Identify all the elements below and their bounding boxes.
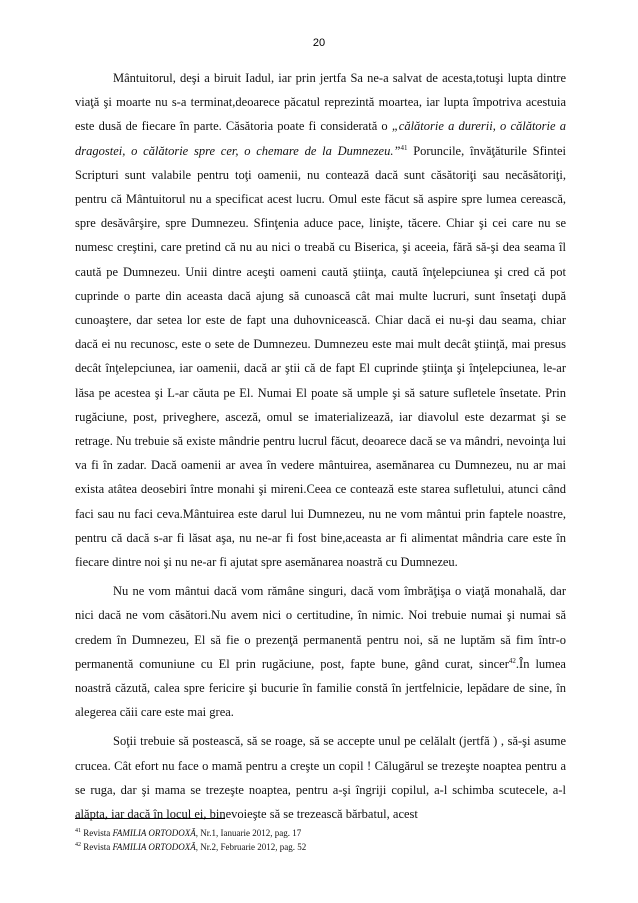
footnote-text: , Nr.2, Februarie 2012, pag. 52 (195, 842, 307, 852)
paragraph-text: Nu ne vom mântui dacă vom rămâne singuri, dacă vom îmbrăţişa o viaţă monahală, dar nici dacă ne vom căsători.Nu avem nici o certitudine, în nimic. Noi trebuie numai şi numai să credem în Dumnezeu, El să fie o prezenţă permanentă pentru noi, să ne luptăm să fim într-o permanentă comuniune cu El prin rugăciune, post, fapte bune, gând curat, sincer (75, 584, 566, 671)
paragraph-text: Mântuitorul, deşi a biruit Iadul, iar prin jertfa Sa ne-a salvat de acesta,totuşi lupta dintre viaţă şi moarte nu s-a terminat,deoarece păcatul reprezintă moartea, iar lupta împotriva acestuia este dusă de fiecare în parte. Căsătoria poate fi considerată o (75, 71, 566, 134)
footnote-title: FAMILIA ORTODOXĂ (112, 828, 196, 838)
footnote-text: Revista (81, 842, 113, 852)
footnote-text: , Nr.1, Ianuarie 2012, pag. 17 (195, 828, 302, 838)
footnote-ref[interactable]: 42 (508, 656, 516, 665)
footnote (75, 840, 566, 854)
paragraph (75, 579, 566, 724)
paragraph (75, 66, 566, 574)
paragraph-text: Poruncile, învăţăturile Sfintei Scripturi sunt valabile pentru toţi oamenii, nu contează dacă sunt căsătoriţi sau necăsătoriţi, pentru că Mântuitorul nu a specificat acest lucru. Omul este făcut să aspire spre lumea cerească, spre desăvârşire, spre Dumnezeu. Sfinţenia aduce pace, linişte, tăcere. Chiar şi cei care nu se numesc creştini, care pretind că nu au nici o treabă cu Biserica, şi aceeia, fără să-şi dea seama îl caută pe Dumnezeu. Unii dintre aceşti oameni caută ştiinţa, caută înţelepciunea şi cred că pot cuprinde o parte din aceasta dacă ajung să cunoască cât mai multe lucruri, sunt însetaţi după cunoaştere, dar setea lor este de fapt una duhovnicească. Chiar dacă ei nu-şi dau seama, chiar dacă ei nu recunosc, este o sete de Dumnezeu. Dumnezeu este mai mult decât ştiinţă, mai presus decât înţelepciunea, iar oamenii, dacă ar ştii că de fapt El cuprinde ştiinţa şi înţelepciunea, le-ar lăsa pe acestea şi L-ar căuta pe El. Numai El poate să umple şi să sature sufletele însetate. Prin rugăciune, post, priveghere, asceză, omul se imaterializează, iar diavolul este dezarmat şi se retrage. Nu trebuie să existe mândrie pentru lucrul făcut, deoarece dacă se va mândri, nevoinţa lui va fi în zadar. Dacă oamenii ar avea în vedere mântuirea, asemănarea cu Dumnezeu, nu ar mai exista atâtea deosebiri între monahi şi mireni.Ceea ce contează este starea sufletului, atunci când faci sau nu faci ceva.Mântuirea este darul lui Dumnezeu, nu ne vom mântui prin faptele noastre, pentru că dacă s-ar fi lăsat aşa, nu ne-ar fi fost bine,aceasta ar fi alimentat mândria care este în fiecare dintre noi şi nu ne-ar fi ajutat spre asemănarea noastră cu Dumnezeu. (75, 143, 566, 570)
body-text (75, 66, 566, 826)
footnote-text: Revista (81, 828, 113, 838)
footnotes (75, 826, 566, 854)
footnote-number: 41 (75, 828, 81, 834)
footnote-number: 42 (75, 842, 81, 848)
paragraph-text: .În lumea noastră căzută, calea spre fericire şi bucurie în familie constă în jertfelnicie, lepădare de sine, în alegerea căii care este mai grea. (75, 656, 566, 720)
page-number: 20 (312, 37, 326, 49)
footnote-title: FAMILIA ORTODOXĂ (112, 842, 196, 852)
footnote-divider (75, 818, 225, 819)
footnote (75, 826, 566, 840)
footnote-ref[interactable]: 41 (400, 143, 408, 152)
paragraph (75, 729, 566, 826)
paragraph-text: Soţii trebuie să postească, să se roage, să se accepte unul pe celălalt (jertfă ) , să-şi asume crucea. Cât efort nu face o mamă pentru a creşte un copil ! Călugărul se trezeşte noaptea pentru a se ruga, dar şi mama se trezeşte noaptea, pentru a-şi îngriji copilul, a-l schimba scutecele, a-l alăpta, iar dacă în locul ei, binevoieşte să se trezească bărbatul, acest (75, 734, 566, 822)
quoted-text: „călătorie a durerii, o călătorie a dragostei, o călătorie spre cer, o chemare de la Dumnezeu.” (75, 119, 566, 158)
